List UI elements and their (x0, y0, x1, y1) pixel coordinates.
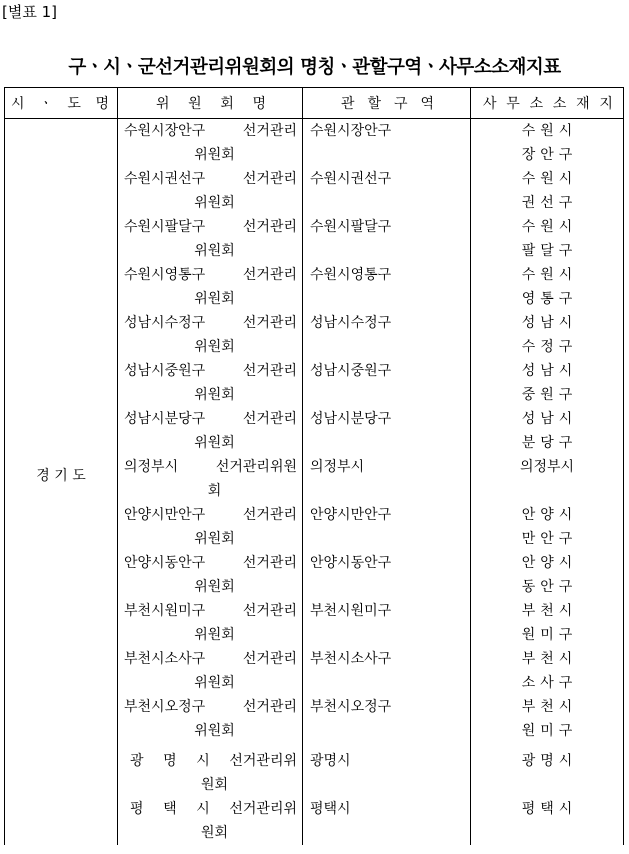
committee-cell (118, 797, 303, 845)
committee-name-line1: 안양시만안구 선거관리 (124, 507, 297, 523)
committee-name-line1: 평 택 시 선거관리위 (130, 801, 297, 817)
committee-name-line2: 위원회 (194, 435, 235, 451)
header-char: 역 (420, 96, 434, 112)
office-city: 수원시 (521, 267, 578, 283)
office-city: 광명시 (521, 753, 578, 769)
committee-name-line2: 원회 (200, 825, 229, 841)
committee-name-line2: 위원회 (194, 195, 235, 211)
office-city: 성남시 (521, 315, 578, 331)
area-cell (303, 359, 471, 407)
committee-name-line2: 위원회 (194, 339, 235, 355)
header-char: 위 (156, 96, 170, 112)
header-char: 구 (393, 96, 408, 112)
area-cell (303, 695, 471, 743)
area-name: 안양시동안구 (310, 555, 392, 571)
office-cell (471, 359, 624, 407)
area-name: 성남시수정구 (310, 315, 392, 331)
committee-name-line1: 수원시영통구 선거관리 (124, 267, 297, 283)
office-city: 부천시 (521, 651, 578, 667)
area-name: 부천시소사구 (310, 651, 392, 667)
office-district: 소사구 (521, 675, 578, 691)
area-cell (303, 311, 471, 359)
header-char: 원 (188, 96, 202, 112)
header-area (303, 88, 471, 119)
office-district: 중원구 (521, 387, 578, 403)
area-name: 성남시분당구 (310, 411, 392, 427)
office-city: 수원시 (521, 171, 578, 187)
header-char: 명 (252, 96, 266, 112)
area-cell (303, 551, 471, 599)
office-city: 수원시 (521, 123, 578, 139)
annex-label: [별표 1] (2, 3, 57, 21)
committee-name-line2: 원회 (200, 777, 229, 793)
committee-cell (118, 167, 303, 215)
office-cell (471, 797, 624, 845)
committee-name-line1: 수원시팔달구 선거관리 (124, 219, 297, 235)
header-char: 할 (367, 96, 382, 112)
header-office (471, 88, 624, 119)
header-char: 시 (11, 96, 25, 112)
committee-cell (118, 695, 303, 743)
office-district: 분당구 (521, 435, 578, 451)
office-cell (471, 647, 624, 695)
committee-name-line2: 위원회 (194, 579, 235, 595)
table-header-row (5, 88, 624, 119)
committee-cell (118, 647, 303, 695)
office-district: 동안구 (521, 579, 578, 595)
office-city: 성남시 (521, 411, 578, 427)
table-row (5, 119, 624, 168)
committee-name-line2: 위원회 (194, 387, 235, 403)
area-cell (303, 119, 471, 168)
committee-cell (118, 455, 303, 503)
header-char: 회 (220, 96, 234, 112)
office-city: 수원시 (521, 219, 578, 235)
header-char: 관 (341, 96, 355, 112)
area-name: 부천시원미구 (310, 603, 392, 619)
area-cell (303, 167, 471, 215)
area-name: 수원시팔달구 (310, 219, 392, 235)
office-district: 원미구 (521, 627, 578, 643)
office-city: 성남시 (521, 363, 578, 379)
office-city: 안양시 (521, 555, 578, 571)
province-cell: 경 기 도 (5, 119, 118, 846)
area-cell (303, 407, 471, 455)
committee-cell (118, 503, 303, 551)
area-name: 의정부시 (310, 459, 365, 475)
committee-name-line1: 의정부시 선거관리위원 (124, 459, 297, 475)
office-district: 장안구 (521, 147, 578, 163)
area-cell (303, 797, 471, 845)
committee-cell (118, 215, 303, 263)
header-char: 사 (483, 96, 497, 112)
area-name: 안양시만안구 (310, 507, 392, 523)
committee-name-line2: 위원회 (194, 243, 235, 259)
area-name: 광명시 (310, 753, 351, 769)
header-char: 무 (506, 96, 520, 112)
office-district: 권선구 (521, 195, 578, 211)
office-cell (471, 695, 624, 743)
committee-name-line2: 위원회 (194, 627, 235, 643)
office-cell (471, 167, 624, 215)
area-cell (303, 263, 471, 311)
area-cell (303, 647, 471, 695)
office-cell (471, 215, 624, 263)
office-cell (471, 407, 624, 455)
committee-cell (118, 551, 303, 599)
committee-table (4, 87, 624, 845)
committee-name-line1: 성남시분당구 선거관리 (124, 411, 297, 427)
office-city: 부천시 (521, 699, 578, 715)
committee-cell (118, 263, 303, 311)
committee-name-line1: 수원시권선구 선거관리 (124, 171, 297, 187)
area-name: 수원시영통구 (310, 267, 392, 283)
document-title: 구ㆍ시ㆍ군선거관리위원회의 명칭ㆍ관할구역ㆍ사무소소재지표 (68, 57, 561, 78)
office-cell (471, 311, 624, 359)
committee-name-line1: 부천시오정구 선거관리 (124, 699, 297, 715)
office-district: 원미구 (521, 723, 578, 739)
committee-name-line2: 위원회 (194, 723, 235, 739)
header-char: 지 (599, 96, 613, 112)
header-committee (118, 88, 303, 119)
office-cell (471, 503, 624, 551)
area-name: 부천시오정구 (310, 699, 392, 715)
committee-cell (118, 599, 303, 647)
committee-name-line1: 광 명 시 선거관리위 (130, 753, 297, 769)
committee-name-line2: 위원회 (194, 531, 235, 547)
office-cell (471, 119, 624, 168)
header-char: 도 (67, 96, 81, 112)
area-name: 성남시중원구 (310, 363, 392, 379)
office-city: 부천시 (521, 603, 578, 619)
area-cell (303, 599, 471, 647)
committee-cell (118, 311, 303, 359)
area-cell (303, 503, 471, 551)
committee-name-line1: 성남시수정구 선거관리 (124, 315, 297, 331)
header-char: 소 (529, 96, 544, 112)
header-char: ㆍ (39, 96, 53, 112)
committee-name-line1: 부천시원미구 선거관리 (124, 603, 297, 619)
area-cell (303, 743, 471, 797)
header-char: 소 (552, 96, 567, 112)
office-cell (471, 263, 624, 311)
office-city: 안양시 (521, 507, 578, 523)
committee-name-line2: 위원회 (194, 291, 235, 307)
area-cell (303, 455, 471, 503)
office-cell (471, 551, 624, 599)
committee-cell (118, 119, 303, 168)
committee-name-line2: 위원회 (194, 675, 235, 691)
header-char: 명 (95, 96, 109, 112)
committee-name-line1: 성남시중원구 선거관리 (124, 363, 297, 379)
committee-name-line1: 부천시소사구 선거관리 (124, 651, 297, 667)
committee-name-line1: 수원시장안구 선거관리 (124, 123, 297, 139)
office-cell (471, 743, 624, 797)
area-name: 수원시권선구 (310, 171, 392, 187)
header-province (5, 88, 118, 119)
office-cell (471, 599, 624, 647)
committee-cell (118, 407, 303, 455)
header-char: 재 (576, 96, 590, 112)
office-cell (471, 455, 624, 503)
office-city: 평택시 (521, 801, 578, 817)
office-district: 만안구 (521, 531, 578, 547)
committee-cell (118, 359, 303, 407)
committee-cell (118, 743, 303, 797)
office-district: 영통구 (521, 291, 578, 307)
area-name: 수원시장안구 (310, 123, 392, 139)
office-city: 의정부시 (519, 459, 575, 475)
office-district: 수정구 (521, 339, 578, 355)
committee-name-line2: 위원회 (194, 147, 235, 163)
area-cell (303, 215, 471, 263)
committee-name-line1: 안양시동안구 선거관리 (124, 555, 297, 571)
office-district: 팔달구 (521, 243, 578, 259)
committee-name-line2: 회 (207, 483, 222, 499)
area-name: 평택시 (310, 801, 351, 817)
